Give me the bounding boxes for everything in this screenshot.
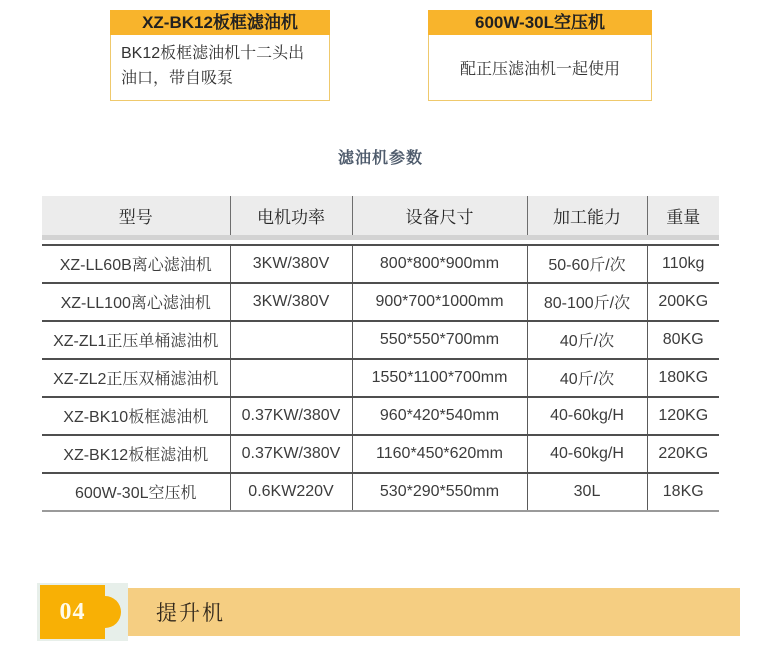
cell-model: XZ-BK12板框滤油机	[42, 435, 230, 473]
table-body	[42, 244, 719, 512]
cell-power: 0.6KW220V	[230, 473, 352, 511]
cell-size: 530*290*550mm	[352, 473, 527, 511]
table-row	[42, 283, 719, 321]
cell-power: 0.37KW/380V	[230, 397, 352, 435]
product-card-bk12	[110, 10, 330, 101]
cell-capacity: 40斤/次	[527, 321, 647, 359]
cell-power	[230, 359, 352, 397]
product-card-title: 600W-30L空压机	[428, 10, 652, 35]
column-header-model: 型号	[118, 207, 153, 227]
table-row	[42, 359, 719, 397]
column-header-power: 电机功率	[230, 196, 352, 237]
table-row	[42, 397, 719, 435]
table-title: 滤油机参数	[337, 150, 423, 167]
cell-power	[230, 321, 352, 359]
cell-size: 550*550*700mm	[352, 321, 527, 359]
column-header-weight: 重量	[647, 196, 719, 237]
section-banner	[0, 583, 761, 641]
cell-weight: 220KG	[647, 435, 719, 473]
header-row	[42, 196, 719, 237]
product-card-description: 配正压滤油机一起使用	[428, 35, 652, 101]
cell-weight: 110kg	[647, 245, 719, 283]
section-number: 04	[59, 598, 86, 625]
cell-power: 3KW/380V	[230, 245, 352, 283]
cell-weight: 120KG	[647, 397, 719, 435]
table-row	[42, 321, 719, 359]
product-card-title: XZ-BK12板框滤油机	[110, 10, 330, 35]
cell-capacity: 30L	[527, 473, 647, 511]
cell-model: XZ-ZL2正压双桶滤油机	[42, 359, 230, 397]
cell-weight: 180KG	[647, 359, 719, 397]
cell-capacity: 40-60kg/H	[527, 397, 647, 435]
cell-power: 0.37KW/380V	[230, 435, 352, 473]
cell-size: 960*420*540mm	[352, 397, 527, 435]
cell-model: 600W-30L空压机	[42, 473, 230, 511]
cell-size: 900*700*1000mm	[352, 283, 527, 321]
cell-power: 3KW/380V	[230, 283, 352, 321]
parameters-table	[42, 196, 719, 512]
cell-weight: 80KG	[647, 321, 719, 359]
product-card-compressor	[428, 10, 652, 101]
product-card-description: BK12板框滤油机十二头出油口，带自吸泵	[110, 35, 330, 101]
cell-size: 800*800*900mm	[352, 245, 527, 283]
column-header-size: 设备尺寸	[352, 196, 527, 237]
cell-capacity: 40-60kg/H	[527, 435, 647, 473]
cell-model: XZ-LL100离心滤油机	[42, 283, 230, 321]
column-header-capacity: 加工能力	[527, 196, 647, 237]
cell-model: XZ-BK10板框滤油机	[42, 397, 230, 435]
cell-capacity: 50-60斤/次	[527, 245, 647, 283]
section-title-bar	[128, 588, 740, 636]
cell-weight: 18KG	[647, 473, 719, 511]
cell-capacity: 80-100斤/次	[527, 283, 647, 321]
table-header	[42, 196, 719, 240]
section-title: 提升机	[156, 602, 225, 625]
cell-model: XZ-LL60B离心滤油机	[42, 245, 230, 283]
cell-weight: 200KG	[647, 283, 719, 321]
table-row	[42, 245, 719, 283]
cell-model: XZ-ZL1正压单桶滤油机	[42, 321, 230, 359]
table-row	[42, 473, 719, 511]
cell-capacity: 40斤/次	[527, 359, 647, 397]
section-number-badge	[40, 585, 105, 639]
cell-size: 1160*450*620mm	[352, 435, 527, 473]
table-row	[42, 435, 719, 473]
cell-size: 1550*1100*700mm	[352, 359, 527, 397]
